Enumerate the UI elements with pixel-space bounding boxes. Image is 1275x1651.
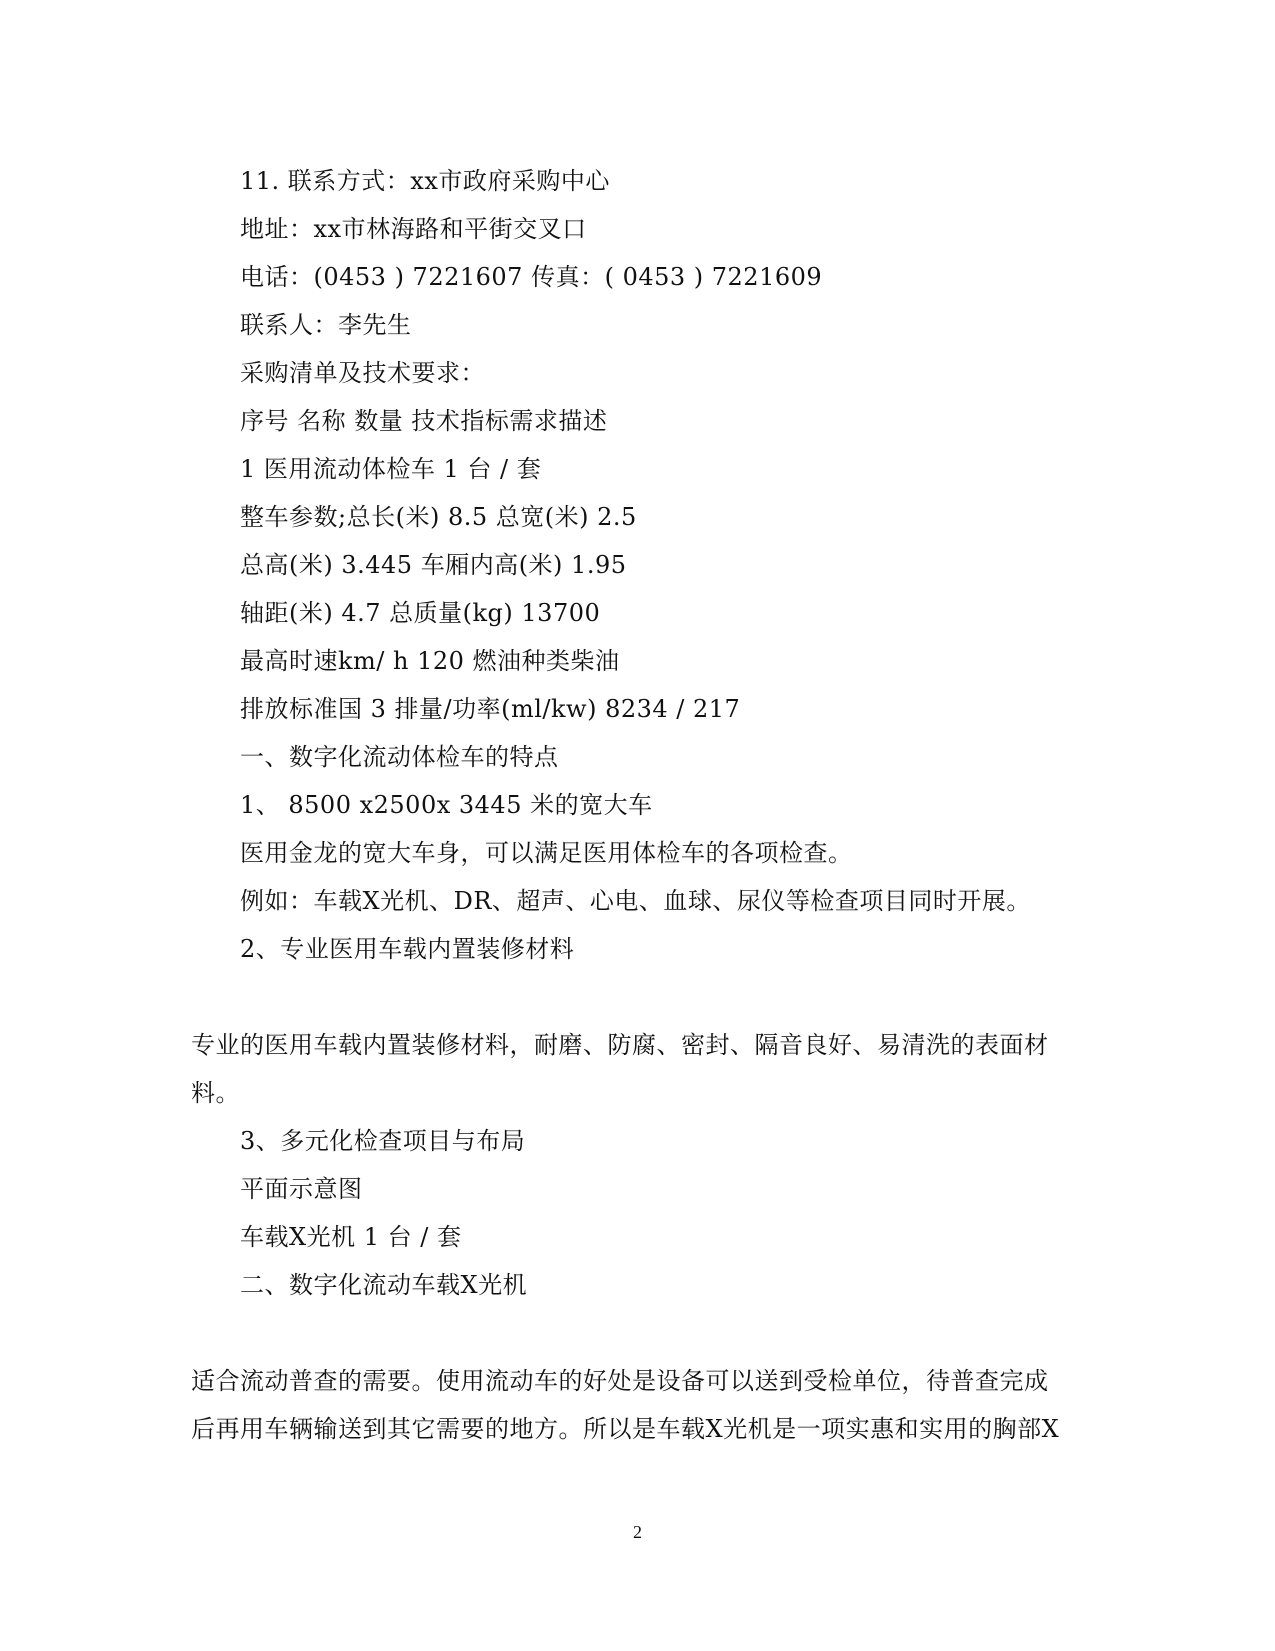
xray-item-line: 车载X光机 1 台 / 套 [240, 1223, 462, 1251]
contact-line: 11. 联系方式：xx市政府采购中心 [240, 167, 610, 195]
section-heading-2: 二、数字化流动车载X光机 [240, 1271, 528, 1299]
emission-power-line: 排放标准国 3 排量/功率(ml/kw) 8234 / 217 [240, 695, 741, 723]
wheelbase-mass-line: 轴距(米) 4.7 总质量(kg) 13700 [240, 599, 601, 627]
feature-1-heading: 1、 8500 x2500x 3445 米的宽大车 [240, 791, 653, 819]
phone-fax-line: 电话：(0453 ) 7221607 传真：( 0453 ) 7221609 [240, 263, 823, 291]
feature-3-heading: 3、多元化检查项目与布局 [240, 1127, 526, 1155]
xray-paragraph-line-1: 适合流动普查的需要。使用流动车的好处是设备可以送到受检单位，待普查完成 [191, 1367, 1049, 1395]
section-heading-1: 一、数字化流动体检车的特点 [240, 743, 559, 771]
page-number: 2 [633, 1522, 642, 1542]
feature-1-text: 医用金龙的宽大车身，可以满足医用体检车的各项检查。 [240, 839, 853, 867]
list-columns-line: 序号 名称 数量 技术指标需求描述 [240, 407, 608, 435]
vehicle-params-line: 整车参数;总长(米) 8.5 总宽(米) 2.5 [240, 503, 637, 531]
vehicle-height-line: 总高(米) 3.445 车厢内高(米) 1.95 [240, 551, 627, 579]
xray-paragraph-line-2: 后再用车辆输送到其它需要的地方。所以是车载X光机是一项实惠和实用的胸部X [191, 1415, 1060, 1443]
address-line: 地址：xx市林海路和平街交叉口 [240, 215, 587, 243]
feature-2-paragraph-line-1: 专业的医用车载内置装修材料，耐磨、防腐、密封、隔音良好、易清洗的表面材 [191, 1031, 1049, 1059]
contact-person-line: 联系人：李先生 [240, 311, 412, 339]
feature-2-paragraph-line-2: 料。 [191, 1079, 240, 1107]
procurement-list-heading: 采购清单及技术要求： [240, 359, 485, 387]
floor-plan-label: 平面示意图 [240, 1175, 363, 1203]
list-item-1: 1 医用流动体检车 1 台 / 套 [240, 455, 542, 483]
speed-fuel-line: 最高时速km/ h 120 燃油种类柴油 [240, 647, 620, 675]
feature-1-example: 例如：车载X光机、DR、超声、心电、血球、尿仪等检查项目同时开展。 [240, 887, 1031, 915]
feature-2-heading: 2、专业医用车载内置装修材料 [240, 935, 575, 963]
